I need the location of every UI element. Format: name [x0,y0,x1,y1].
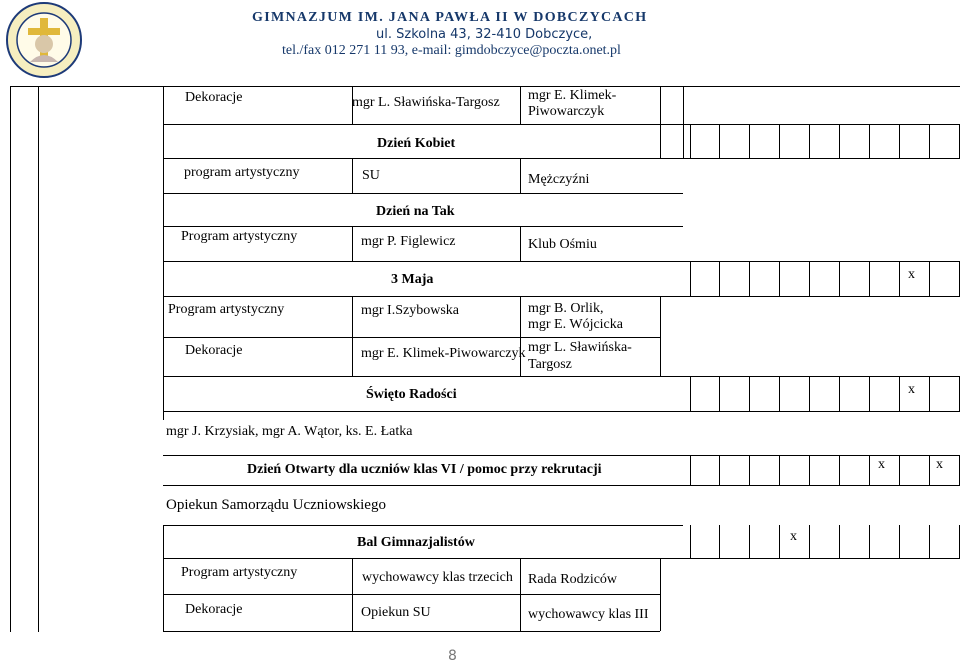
task-label: Dekoracje [185,602,243,617]
event-title: Bal Gimnazjalistów [357,535,475,550]
grid-cell-divider [809,525,810,558]
event-title: 3 Maja [391,272,434,287]
page-number: 8 [448,648,457,664]
grid-cell-divider [690,261,691,296]
grid-cell-divider [869,376,870,411]
helper-label: Piwowarczyk [528,104,605,119]
grid-cell-divider [690,525,691,558]
grid-cell-divider [809,455,810,485]
school-logo [0,0,88,80]
helper-label: mgr E. Klimek- [528,88,617,103]
person-label: mgr L. Sławińska-Targosz [352,95,500,110]
grid-cell-divider [869,124,870,158]
grid-cell-divider [719,455,720,485]
grid-cell-divider [719,261,720,296]
event-title: Dzień Kobiet [377,136,456,151]
grid-cell-divider [719,124,720,158]
helper-label: Rada Rodziców [528,572,618,587]
grid-cell-divider [929,455,930,485]
task-label: Dekoracje [185,90,243,105]
person-label: mgr I.Szybowska [361,303,459,318]
grid-cell-divider [779,124,780,158]
event-title: Dzień na Tak [376,204,455,219]
grid-cell-divider [839,124,840,158]
grid-cell-divider [749,525,750,558]
grid-cell-divider [899,261,900,296]
person-label: Opiekun SU [361,605,431,620]
grid-cell-divider [749,455,750,485]
grid-cell-divider [719,376,720,411]
grid-cell-divider [809,261,810,296]
grid-cell-divider [749,376,750,411]
mark-x: x [908,382,915,397]
grid-cell-divider [779,525,780,558]
grid-cell-divider [869,261,870,296]
grid-cell-divider [839,525,840,558]
grid-cell-divider [749,261,750,296]
mark-x: x [936,457,943,472]
grid-cell-divider [929,124,930,158]
mark-x: x [908,267,915,282]
event-title: Dzień Otwarty dla uczniów klas VI / pomoc przy rekrutacji [247,462,602,477]
person-label: SU [362,168,380,183]
grid-cell-divider [929,525,930,558]
helper-label: mgr L. Sławińska- [528,340,632,355]
helper-label: Targosz [528,357,572,372]
grid-cell-divider [899,124,900,158]
helper-label: Klub Ośmiu [528,237,597,252]
grid-cell-divider [779,376,780,411]
grid-cell-divider [929,261,930,296]
grid-cell-divider [779,261,780,296]
grid-cell-divider [749,124,750,158]
grid-cell-divider [929,376,930,411]
grid-cell-divider [839,455,840,485]
school-address: ul. Szkolna 43, 32-410 Dobczyce, [376,27,593,42]
helper-label: mgr B. Orlik, [528,301,604,316]
school-contact: tel./fax 012 271 11 93, e-mail: gimdobczyce@poczta.onet.pl [282,43,621,58]
grid-cell-divider [690,455,691,485]
person-label: Opiekun Samorządu Uczniowskiego [166,497,386,513]
helper-label: wychowawcy klas III [528,607,649,622]
grid-cell-divider [719,525,720,558]
grid-cell-divider [839,376,840,411]
mark-x: x [790,529,797,544]
event-title: Święto Radości [366,387,457,402]
grid-cell-divider [869,455,870,485]
task-label: Dekoracje [185,343,243,358]
task-label: program artystyczny [184,165,300,180]
grid-cell-divider [690,376,691,411]
grid-cell-divider [899,376,900,411]
people-label: mgr J. Krzysiak, mgr A. Wątor, ks. E. Łatka [166,424,413,439]
mark-x: x [878,457,885,472]
person-label: wychowawcy klas trzecich [362,570,513,585]
grid-cell-divider [839,261,840,296]
grid-cell-divider [779,455,780,485]
grid-cell-divider [899,525,900,558]
school-name: GIMNAZJUM IM. JANA PAWŁA II W DOBCZYCACH [252,10,648,25]
grid-cell-divider [869,525,870,558]
task-label: Program artystyczny [181,565,298,580]
grid-cell-divider [809,376,810,411]
grid-cell-divider [690,124,691,158]
person-label: mgr E. Klimek-Piwowarczyk [361,346,526,361]
helper-label: Mężczyźni [528,172,590,187]
task-label: Program artystyczny [181,229,298,244]
grid-cell-divider [899,455,900,485]
helper-label: mgr E. Wójcicka [528,317,623,332]
person-label: mgr P. Figlewicz [361,234,456,249]
grid-cell-divider [809,124,810,158]
task-label: Program artystyczny [168,302,285,317]
